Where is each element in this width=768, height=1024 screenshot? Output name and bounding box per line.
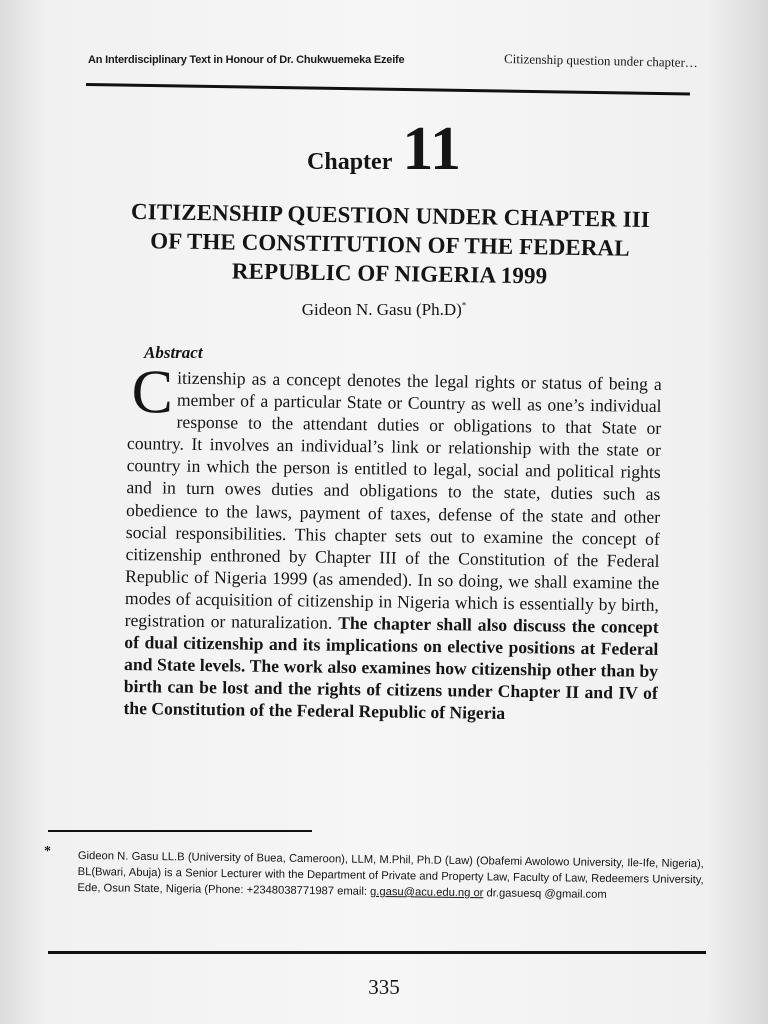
footnote-mark: * bbox=[44, 844, 51, 859]
running-head bbox=[88, 50, 698, 74]
chapter-label: Chapter bbox=[307, 149, 393, 175]
footnote-rule bbox=[48, 830, 312, 832]
author-name: Gideon N. Gasu (Ph.D) bbox=[301, 300, 462, 319]
footnote-text: Gideon N. Gasu LL.B (University of Buea, Cameroon), LLM, M.Phil, Ph.D (Law) (Obafemi Awolowo University, Ile-Ife, Nigeria), BL(Bwari, Abuja) is a Senior Lecturer with the Department of Private and Property Law, Faculty of Law, Redeemers University, Ede, Osun State, Nigeria (Phone: +2348038771987 bbox=[77, 849, 704, 898]
footnote-email-primary[interactable]: g.gasu@acu.edu.ng or bbox=[370, 885, 484, 900]
chapter-title-line-2: OF THE CONSTITUTION OF THE FEDERAL bbox=[150, 228, 630, 261]
running-head-chapter-title: Citizenship question under chapter… bbox=[503, 50, 699, 71]
footnote-email-secondary[interactable]: dr.gasuesq @gmail.com bbox=[486, 887, 607, 901]
author-footnote-mark: * bbox=[461, 300, 467, 311]
abstract-dropcap: C bbox=[131, 358, 174, 427]
footer-rule bbox=[48, 951, 706, 954]
abstract-text: itizenship as a concept denotes the legal rights or status of being a member of a particular State or Country as well as one’s individual response to the attendant duties or obligations to that State or country. It involves an individual’s link or relationship with the state or country in which the person is entitled to legal, social and political rights and in turn owes duties and obligations to the state, duties such as obedience to the laws, payment of taxes, defense of the state and other social responsibilities. This chapter sets out to examine the concept of citizenship enthroned by Chapter III of the Constitution of the Federal Republic of Nigeria 1999 (as amended). In so doing, we shall examine the modes of acquisition of citizenship in Nigeria which is essentially by birth, registration or naturalization. bbox=[124, 367, 662, 633]
chapter-number: 11 bbox=[402, 115, 461, 183]
header-rule bbox=[86, 83, 690, 95]
footnote bbox=[77, 848, 704, 904]
author-line bbox=[0, 300, 768, 320]
chapter-heading bbox=[0, 115, 768, 183]
page-number: 335 bbox=[368, 975, 400, 999]
abstract-heading: Abstract bbox=[144, 343, 203, 362]
chapter-title bbox=[69, 196, 710, 293]
chapter-title-line-1: CITIZENSHIP QUESTION UNDER CHAPTER III bbox=[130, 198, 651, 233]
chapter-title-line-3: REPUBLIC OF NIGERIA 1999 bbox=[231, 258, 548, 289]
footnote-email-label: email: bbox=[337, 885, 368, 898]
running-head-book-title: An Interdisciplinary Text in Honour of Dr. Chukwuemeka Ezeife bbox=[88, 54, 405, 66]
abstract-body bbox=[123, 358, 662, 726]
abstract-text-bold: The chapter shall also discuss the concept of dual citizenship and its implications on elective positions at Federal and State levels. The work also examines how citizenship other than by birth can be lost and the rights of citizens under Chapter II and IV of the Constitution of the Federal Republic of Nigeria bbox=[123, 612, 659, 724]
